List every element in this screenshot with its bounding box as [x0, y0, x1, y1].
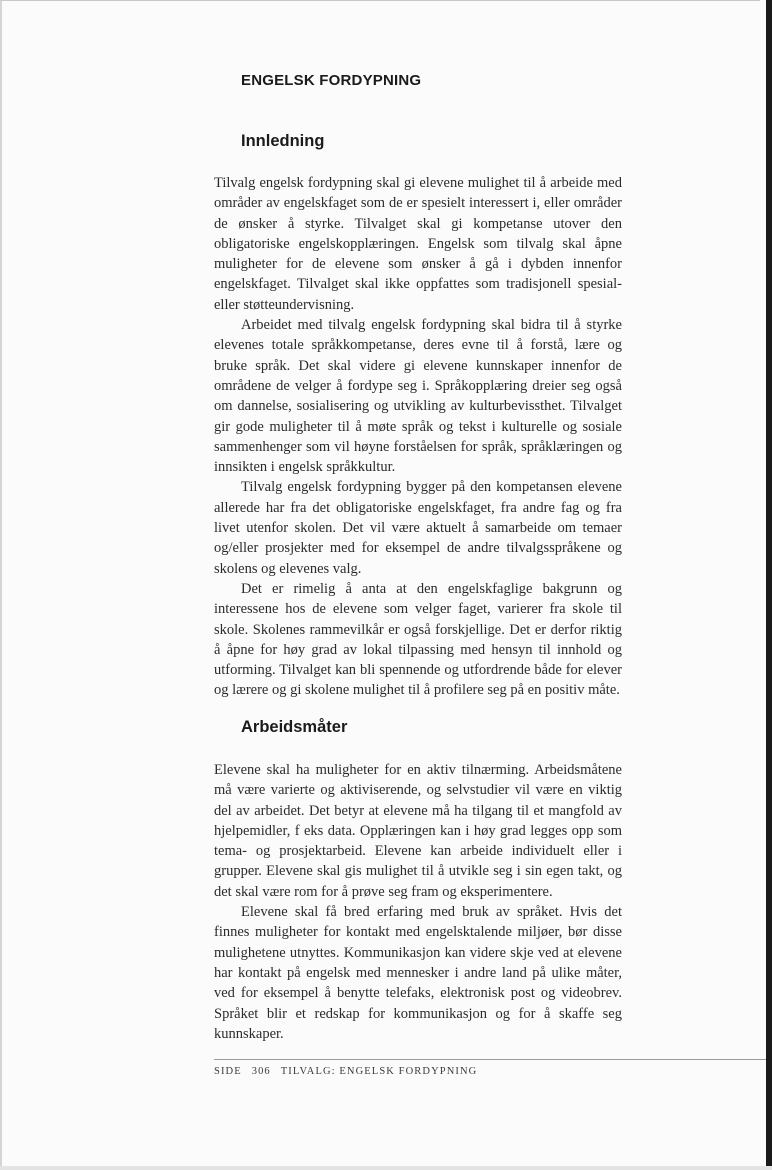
- section-heading-innledning: Innledning: [241, 132, 325, 150]
- page-footer: [214, 1066, 487, 1077]
- paragraph: Tilvalg engelsk fordypning skal gi elevene mulighet til å arbeide med områder av engelskfaget som de er spesielt interessert i, eller områder de ønsker å styrke. Tilvalget skal gi kompetanse utover den obligatoriske engelskopplæringen. Engelsk som tilvalg skal åpne muligheter for de elevene som ønsker å gå i dybden innenfor engelskfaget. Tilvalget skal ikke oppfattes som tradisjonell spesial- eller støtteundervisning.: [214, 175, 622, 313]
- chapter-title: ENGELSK FORDYPNING: [241, 72, 422, 89]
- page-number: 306: [251, 1066, 271, 1077]
- running-title: TILVALG: ENGELSK FORDYPNING: [280, 1066, 478, 1077]
- page-bottom-edge: [0, 1166, 772, 1170]
- paragraph: Det er rimelig å anta at den engelskfaglige bakgrunn og interessene hos de elevene som velger faget, varierer fra skole til skole. Skolenes rammevilkår er også forskjellige. Det er derfor riktig å åpne for høy grad av lokal tilpassing med hensyn til innhold og utforming. Tilvalget kan bli spennende og utfordrende både for elever og lærere og gi skolene mulighet til å profilere seg på en positiv måte.: [214, 580, 622, 699]
- section-body-arbeidsmater: [214, 760, 622, 1044]
- footer-rule: [214, 1059, 766, 1060]
- page-left-edge: [0, 0, 2, 1170]
- page-top-edge: [0, 0, 760, 1]
- section-body-innledning: [214, 173, 622, 701]
- paragraph: Tilvalg engelsk fordypning bygger på den kompetansen elevene allerede har fra det obligatoriske engelskfaget, fra andre fag og fra livet utenfor skolen. Det vil være aktuelt å samarbeide om temaer og/eller prosjekter med for eksempel de andre tilvalgsspråkene og skolens og elevenes valg.: [214, 479, 622, 577]
- section-heading-arbeidsmater: Arbeidsmåter: [241, 718, 348, 736]
- paragraph: Arbeidet med tilvalg engelsk fordypning skal bidra til å styrke elevenes totale språkkompetanse, deres evne til å forstå, lære og bruke språk. Det skal videre gi elevene kunnskaper innenfor de områdene de velger å fordype seg i. Språkopplæring dreier seg også om dannelse, sosialisering og utvikling av kulturbevissthet. Tilvalget gir gode muligheter til å møte språk og tekst i kulturelle og sosiale sammenhenger som vil høyne forståelsen for språk, språklæringen og innsikten i engelsk språkkultur.: [214, 317, 622, 476]
- scan-right-edge: [766, 0, 772, 1170]
- footer-side-label: SIDE: [214, 1066, 242, 1077]
- paragraph: Elevene skal ha muligheter for en aktiv tilnærming. Arbeidsmåtene må være varierte og aktiviserende, og selvstudier vil være en viktig del av arbeidet. Det betyr at elevene må ha tilgang til et mangfold av hjelpemidler, f eks data. Opplæringen kan i høy grad legges opp som tema- og prosjektarbeid. Elevene kan arbeide individuelt eller i grupper. Elevene skal gis mulighet til å utvikle seg i sin egen takt, og det skal være rom for å prøve seg fram og eksperimentere.: [214, 762, 622, 900]
- paragraph: Elevene skal få bred erfaring med bruk av språket. Hvis det finnes muligheter for kontakt med engelsktalende miljøer, bør disse mulighetene utnyttes. Kommunikasjon kan videre skje ved at elevene har kontakt på engelsk med mennesker i andre land på ulike måter, ved for eksempel å benytte telefaks, elektronisk post og videobrev. Språket blir et redskap for kommunikasjon og for å skaffe seg kunnskaper.: [214, 904, 622, 1042]
